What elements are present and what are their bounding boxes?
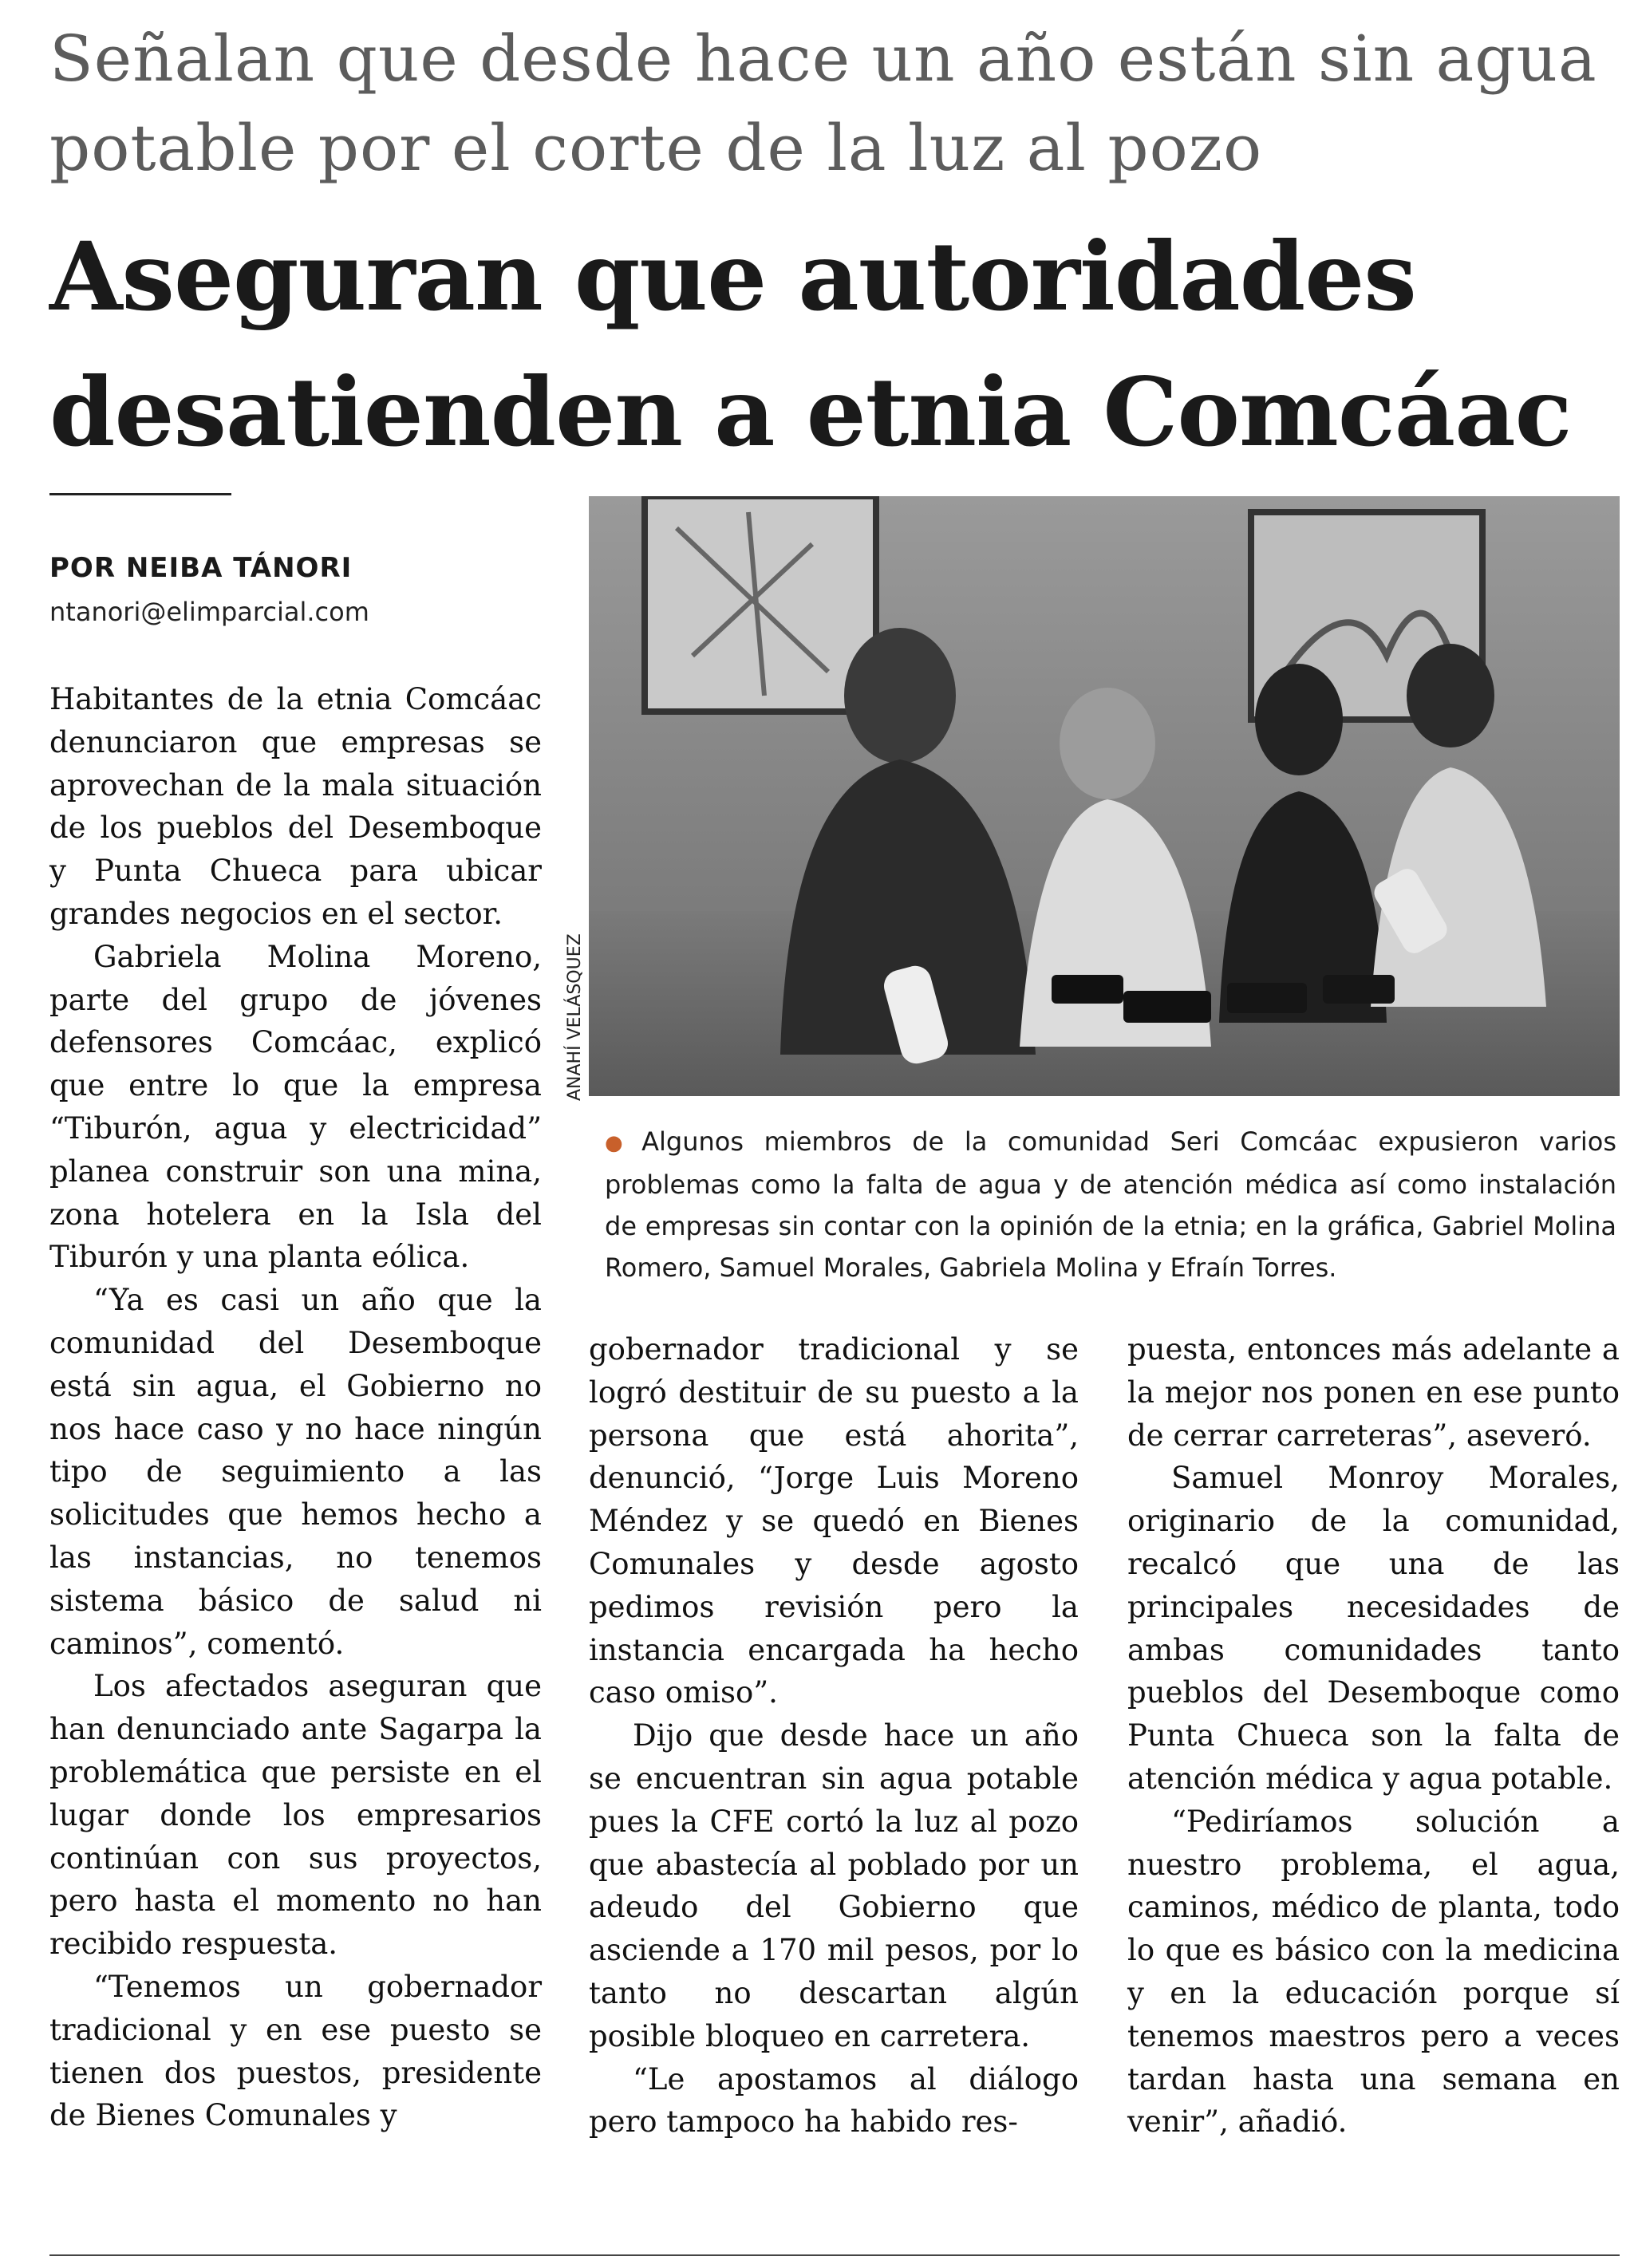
byline: POR NEIBA TÁNORI [49,552,353,584]
paragraph: Los afectados aseguran que han denunciado ante Sagarpa la problemática que persiste en el lugar donde los empresarios continúan con sus proyectos, pero hasta el momento no han recibido respuesta. [49,1669,542,1962]
byline-rule [49,493,231,495]
paragraph: Habitantes de la etnia Comcáac denunciaron que empresas se aprovechan de la mala situación de los pueblos del Desemboque y Punta Chueca para ubicar grandes negocios en el sector. [49,682,542,931]
press-conference-photo [589,496,1620,1096]
body-column-3 [1127,1328,1620,2144]
article-headline: Aseguran que autoridades desatienden a etnia Comcáac [49,221,1572,467]
body-column-1 [49,678,542,2137]
paragraph: Samuel Monroy Morales, originario de la comunidad, recalcó que una de las principales necesidades de ambas comunidades tanto pueblos del Desemboque como Punta Chueca son la falta de atención médica y agua potable. [1127,1461,1620,1796]
bullet-icon: ● [605,1131,636,1155]
paragraph: “Tenemos un gobernador tradicional y en ese puesto se tienen dos puestos, presidente de Bienes Comunales y [49,1969,542,2133]
news-photo [589,496,1620,1096]
paragraph: puesta, entonces más adelante a la mejor nos ponen en ese punto de cerrar carreteras”, aseveró. [1127,1332,1620,1453]
paragraph: Dijo que desde hace un año se encuentran sin agua potable pues la CFE cortó la luz al pozo que abastecía al poblado por un adeudo del Gobierno que asciende a 170 mil pesos, por lo tanto no descartan algún posible bloqueo en carretera. [589,1718,1079,2053]
author-email: ntanori@elimparcial.com [49,597,369,627]
article-kicker: Señalan que desde hace un año están sin agua potable por el corte de la luz al pozo [49,22,1597,185]
paragraph: Gabriela Molina Moreno, parte del grupo de jóvenes defensores Comcáac, explicó que entre lo que la empresa “Tiburón, agua y electricidad” planea construir son una mina, zona hotelera en la Isla del Tiburón y una planta eólica. [49,939,542,1275]
paragraph: gobernador tradicional y se logró destituir de su puesto a la persona que está ahorita”, denunció, “Jorge Luis Moreno Méndez y se quedó en Bienes Comunales y desde agosto pedimos revisión pero la instancia encargada ha hecho caso omiso”. [589,1332,1079,1710]
photo-caption [605,1121,1616,1288]
paragraph: “Ya es casi un año que la comunidad del Desemboque está sin agua, el Gobierno no nos hace caso y no hace ningún tipo de seguimiento a las solicitudes que hemos hecho a las instancias, no tenemos sistema básico de salud ni caminos”, comentó. [49,1283,542,1661]
body-column-2 [589,1328,1079,2144]
paragraph: “Pediríamos solución a nuestro problema, el agua, caminos, médico de planta, todo lo que es básico con la medicina y en la educación porque sí tenemos maestros pero a veces tardan hasta una semana en venir”, añadió. [1127,1804,1620,2140]
bottom-rule [49,2254,1620,2256]
caption-text: Algunos miembros de la comunidad Seri Comcáac expusieron varios problemas como la falta de agua y de atención médica así como instalación de empresas sin contar con la opinión de la etnia; en la gráfica, Gabriel Molina Romero, Samuel Morales, Gabriela Molina y Efraín Torres. [605,1126,1617,1283]
paragraph: “Le apostamos al diálogo pero tampoco ha habido res- [589,2061,1079,2140]
